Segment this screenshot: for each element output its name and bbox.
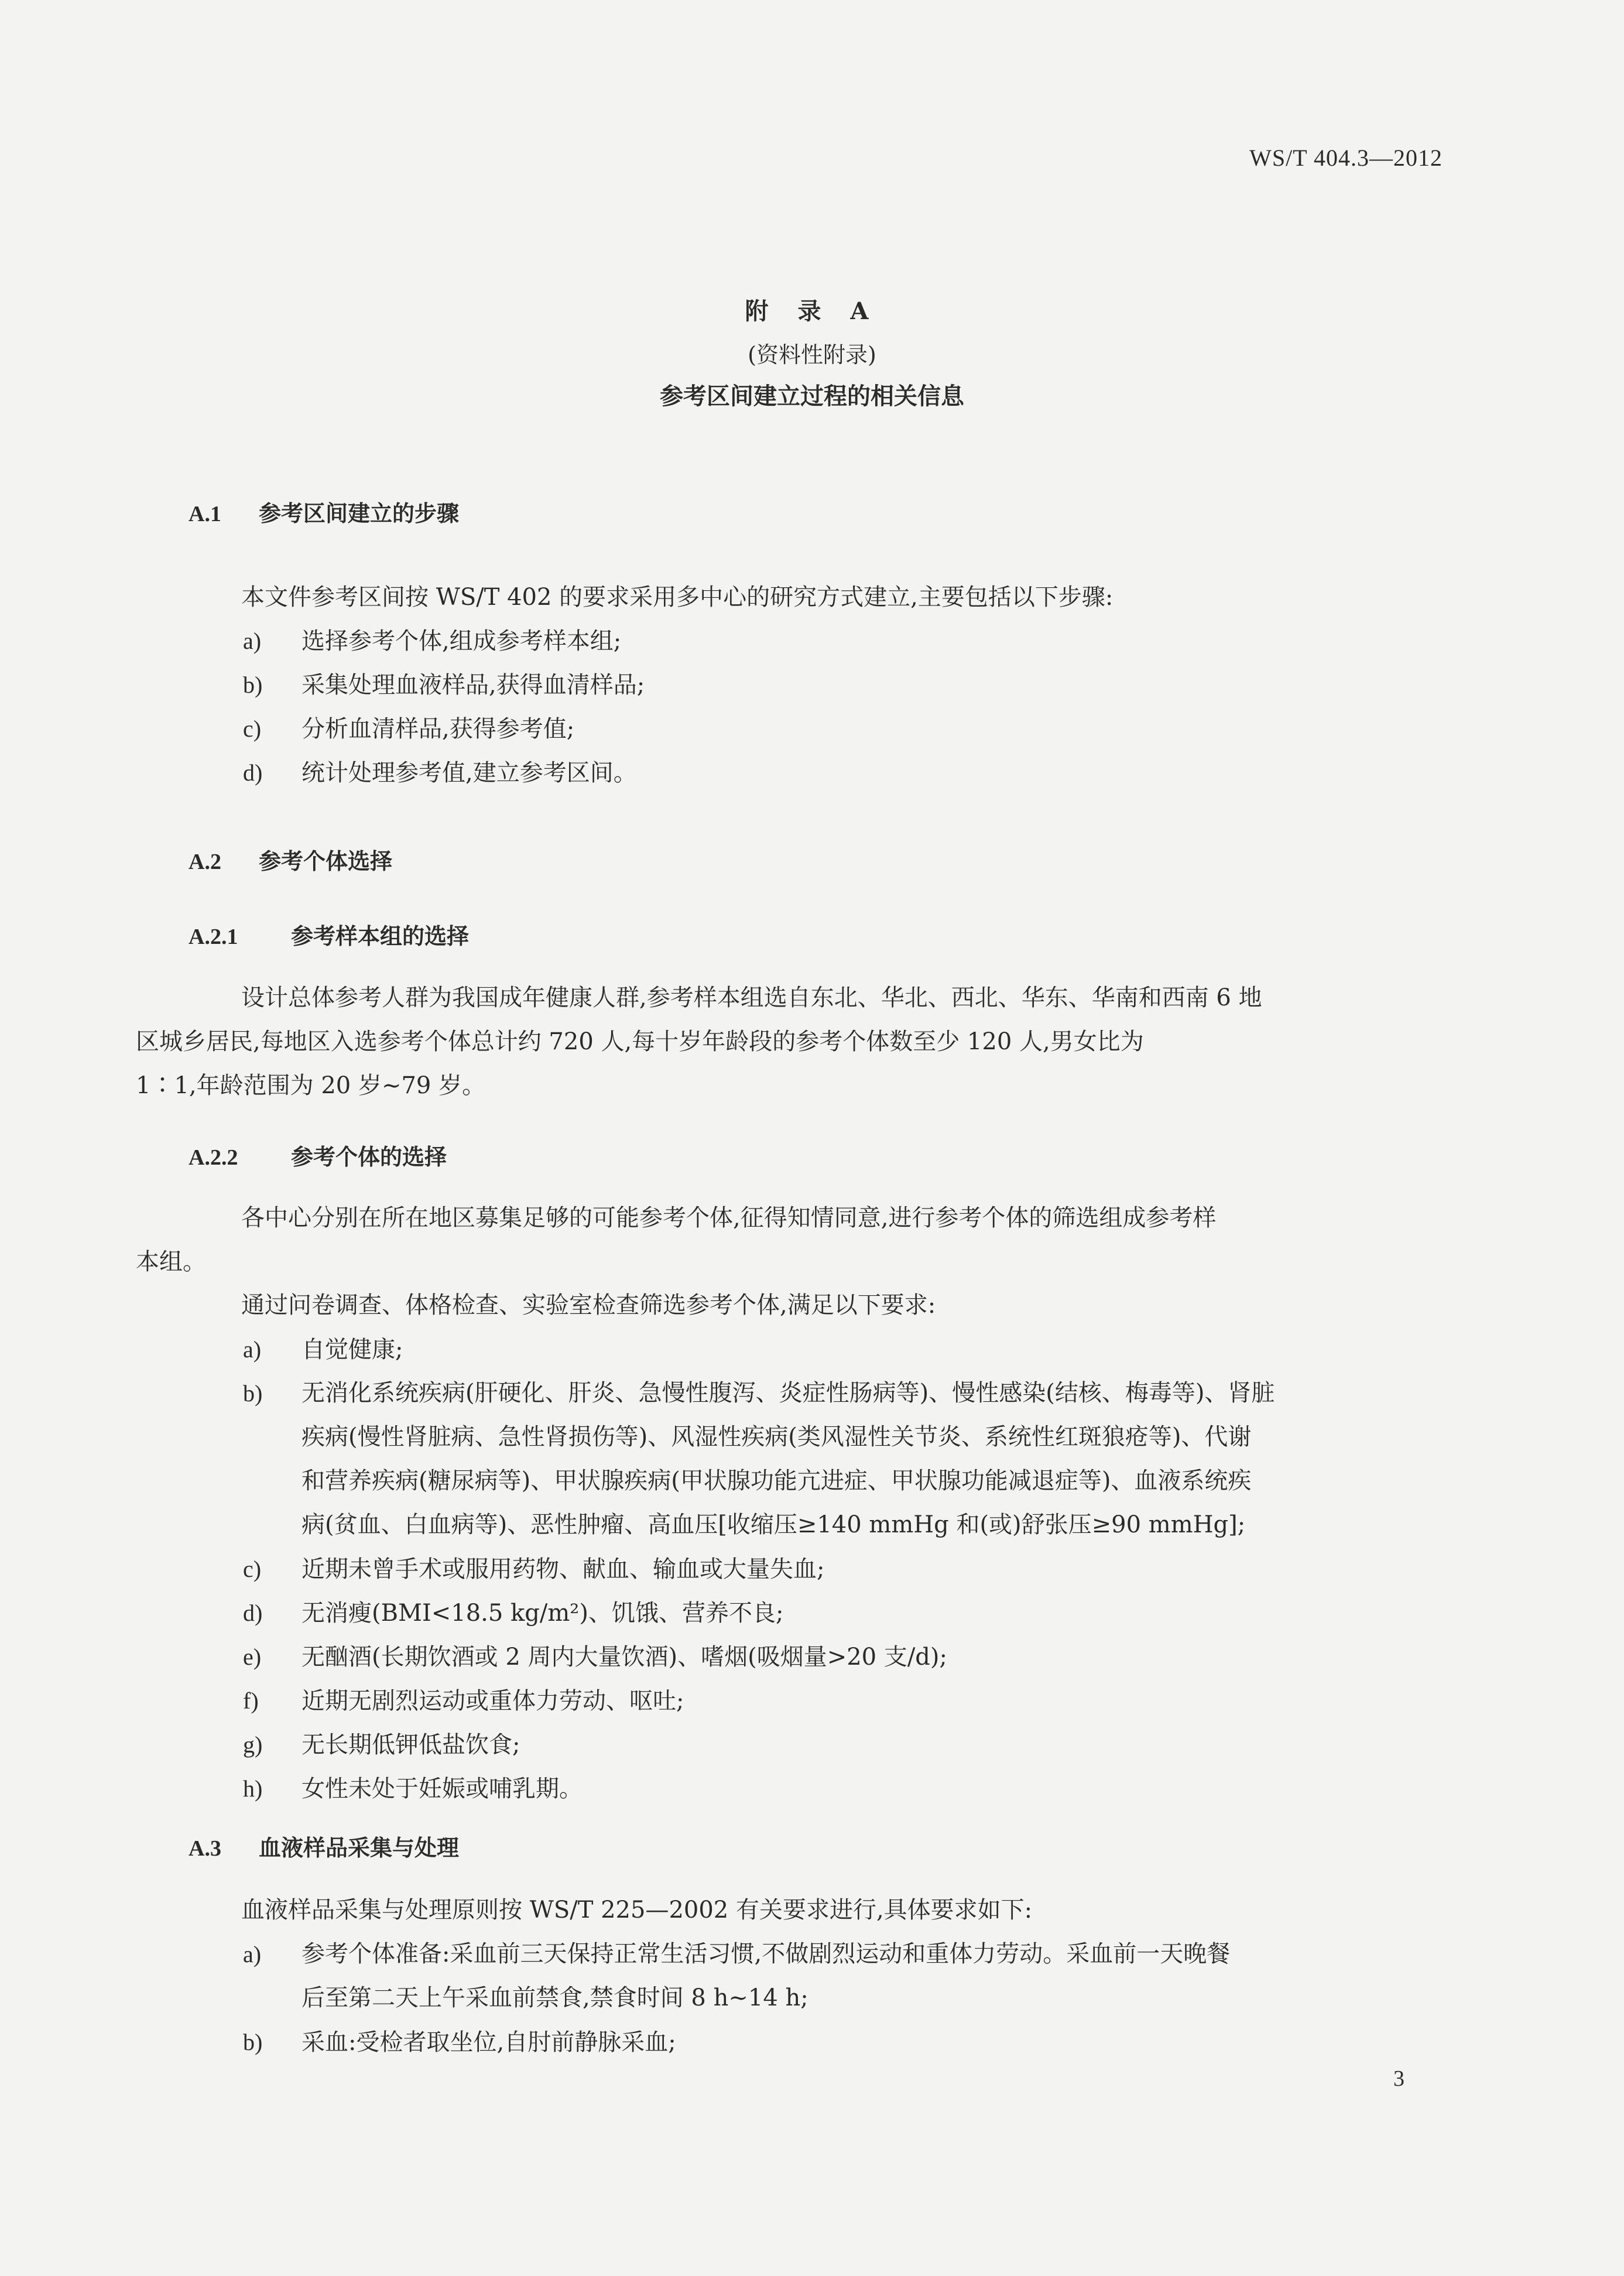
subsection-heading-a2-1 [189, 918, 469, 950]
paragraph: 设计总体参考人群为我国成年健康人群,参考样本组选自东北、华北、西北、华东、华南和西南 6 地 区城乡居民,每地区入选参考个体总计约 720 人,每十岁年龄段的参考个体数至少 120 人,男女比为 1∶1,年龄范围为 20 岁~79 岁。 [136, 984, 1262, 1099]
list-item: b) 采集处理血液样品,获得血清样品; [243, 672, 645, 699]
appendix-heading: 参考区间建立过程的相关信息 [660, 382, 964, 410]
appendix-type: (资料性附录) [748, 342, 876, 368]
standard-code: WS/T 404.3—2012 [1249, 145, 1443, 171]
section-heading-a2 [189, 843, 392, 875]
subsection-heading-a2-2 [189, 1139, 447, 1171]
section-number: A.2.2 [189, 1145, 238, 1170]
paragraph: 各中心分别在所在地区募集足够的可能参考个体,征得知情同意,进行参考个体的筛选组成参考样 本组。 [136, 1204, 1217, 1275]
list-item: g) 无长期低钾低盐饮食; [243, 1731, 520, 1758]
list-item: b) 无消化系统疾病(肝硬化、肝炎、急慢性腹泻、炎症性肠病等)、慢性感染(结核、梅毒等)、肾脏 疾病(慢性肾脏病、急性肾损伤等)、风湿性疾病(类风湿性关节炎、系统性红斑狼疮等)、代谢 和营养疾病(糖尿病等)、甲状腺疾病(甲状腺功能亢进症、甲状腺功能减退症等)、血液系统疾 病(贫血、白血病等)、恶性肿瘤、高血压[收缩压≥140 mmHg 和(或)舒张压≥90 mmHg]; [243, 1380, 1275, 1538]
section-number: A.3 [189, 1836, 221, 1861]
list-item: a) 选择参考个体,组成参考样本组; [243, 628, 622, 655]
section-heading-a3 [189, 1830, 459, 1862]
section-title: 参考样本组的选择 [291, 923, 470, 949]
section-number: A.1 [189, 502, 221, 526]
list-item: f) 近期无剧烈运动或重体力劳动、呕吐; [243, 1688, 684, 1714]
list-item: c) 分析血清样品,获得参考值; [243, 716, 575, 742]
section-title: 参考个体选择 [259, 848, 393, 874]
list-item: a) 参考个体准备:采血前三天保持正常生活习惯,不做剧烈运动和重体力劳动。采血前一天晚餐 后至第二天上午采血前禁食,禁食时间 8 h~14 h; [243, 1940, 1231, 2011]
paragraph: 本文件参考区间按 WS/T 402 的要求采用多中心的研究方式建立,主要包括以下步骤: [241, 584, 1113, 611]
page-number: 3 [1393, 2066, 1404, 2091]
section-title: 参考个体的选择 [291, 1144, 447, 1170]
list-item: h) 女性未处于妊娠或哺乳期。 [243, 1775, 583, 1802]
list-item: d) 无消瘦(BMI<18.5 kg/m²)、饥饿、营养不良; [243, 1600, 784, 1627]
paragraph: 血液样品采集与处理原则按 WS/T 225—2002 有关要求进行,具体要求如下: [241, 1897, 1033, 1924]
section-title: 血液样品采集与处理 [259, 1835, 460, 1861]
section-number: A.2.1 [189, 925, 238, 949]
list-item: b) 采血:受检者取坐位,自肘前静脉采血; [243, 2029, 676, 2056]
appendix-title: 附 录 A [745, 297, 879, 325]
paragraph: 通过问卷调查、体格检查、实验室检查筛选参考个体,满足以下要求: [241, 1292, 936, 1319]
list-item: c) 近期未曾手术或服用药物、献血、输血或大量失血; [243, 1556, 825, 1583]
section-heading-a1 [189, 495, 459, 528]
list-item: d) 统计处理参考值,建立参考区间。 [243, 759, 637, 786]
list-item: e) 无酗酒(长期饮酒或 2 周内大量饮酒)、嗜烟(吸烟量>20 支/d); [243, 1644, 947, 1671]
section-title: 参考区间建立的步骤 [259, 500, 460, 526]
section-number: A.2 [189, 850, 221, 874]
list-item: a) 自觉健康; [243, 1336, 403, 1363]
